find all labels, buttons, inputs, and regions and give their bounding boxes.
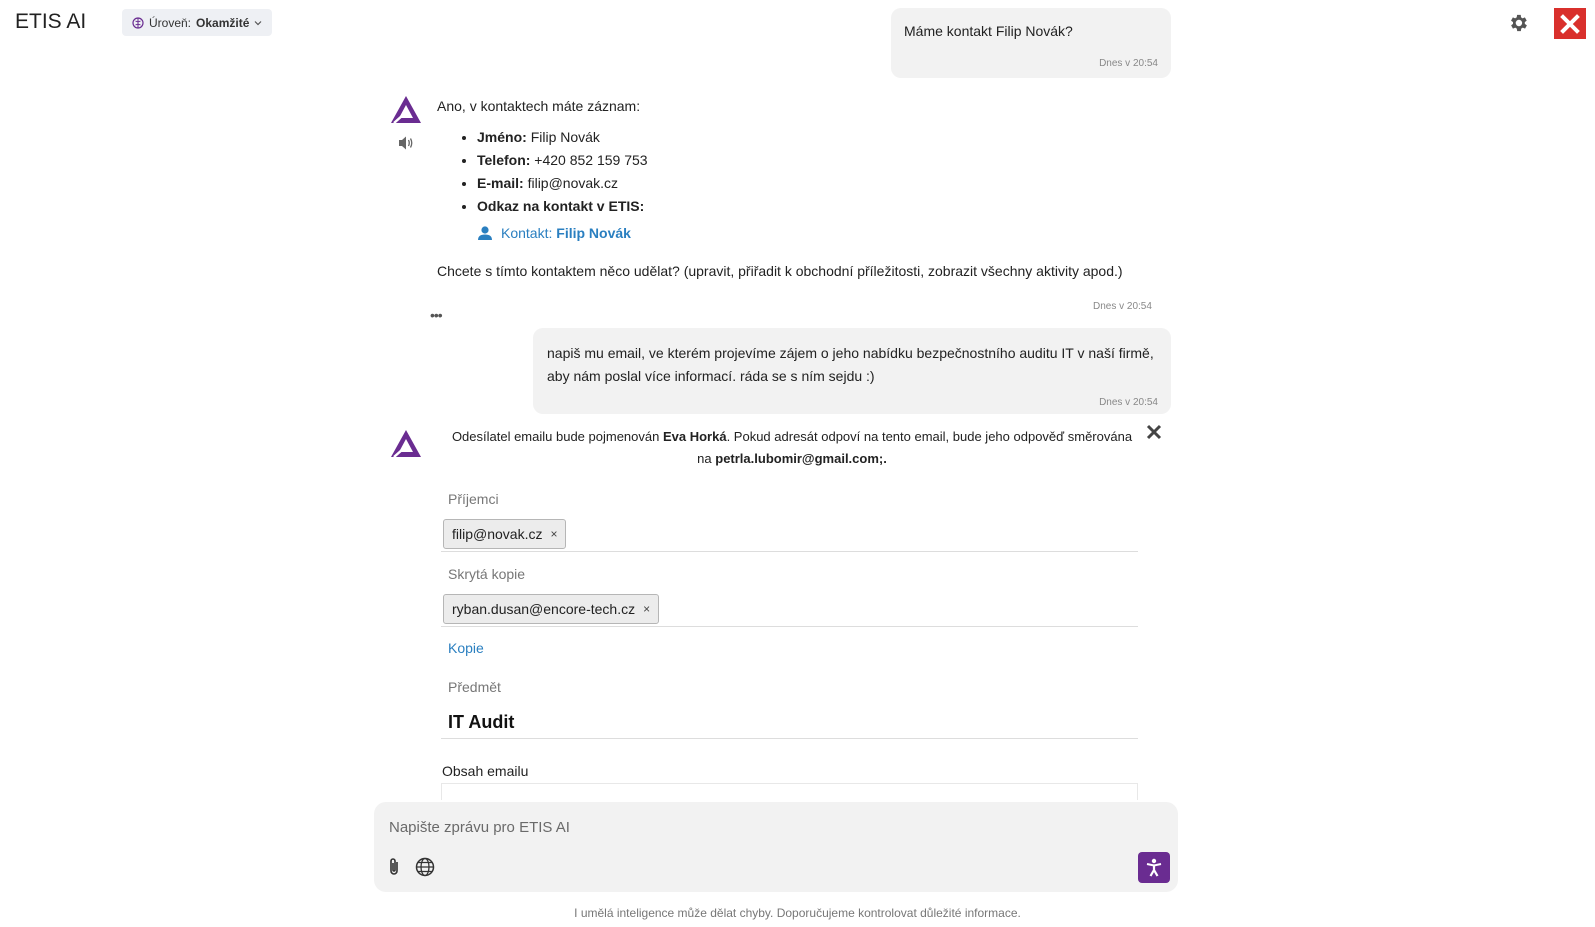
ai-question: Chcete s tímto kontaktem něco udělat? (upravit, přiřadit k obchodní příležitosti, zobrazit všechny aktivity apod.) [437, 263, 1123, 279]
email-body-label: Obsah emailu [442, 763, 529, 779]
app-title: ETIS AI [15, 10, 87, 33]
remove-chip-button[interactable]: × [643, 602, 651, 616]
message-text: Máme kontakt Filip Novák? [904, 23, 1073, 39]
note-text: Odesílatel emailu bude pojmenován [451, 429, 660, 444]
close-icon [1560, 14, 1580, 34]
chip-text: ryban.dusan@encore-tech.cz [452, 601, 636, 617]
list-item [477, 172, 1177, 195]
note-text: . Pokud adresát odpoví na tento email, bude jeho odpověď směrována na [697, 429, 1133, 466]
divider [441, 738, 1138, 739]
chevron-down-icon [254, 19, 262, 27]
level-label: Úroveň: [149, 15, 192, 30]
contact-link[interactable] [477, 222, 1177, 244]
message-text: napiš mu email, ve kterém projevíme zájem o jeho nabídku bezpečnostního auditu IT v naší firmě, aby nám poslal více informací. ráda se s ním sejdu :) [547, 345, 1154, 384]
list-item [477, 195, 1177, 218]
ai-message [437, 95, 1177, 244]
level-value: Okamžité [196, 15, 250, 30]
divider [441, 551, 1138, 552]
recipients-label: Příjemci [448, 491, 499, 507]
globe-icon[interactable] [415, 857, 435, 877]
subject-field[interactable]: IT Audit [448, 712, 515, 732]
field-value: +420 852 159 753 [534, 152, 648, 168]
add-cc-link[interactable]: Kopie [448, 640, 484, 656]
level-selector[interactable] [122, 9, 272, 36]
close-icon[interactable] [1146, 424, 1162, 440]
paperclip-icon[interactable] [385, 856, 403, 878]
etis-logo-icon [389, 427, 423, 461]
list-item [477, 126, 1177, 149]
message-timestamp: Dnes v 20:54 [1093, 301, 1152, 312]
contact-details-list [437, 126, 1177, 218]
bcc-label: Skrytá kopie [448, 566, 526, 582]
user-message [891, 8, 1171, 78]
email-body-editor[interactable] [441, 783, 1138, 800]
message-composer [374, 802, 1178, 892]
email-sender-note [449, 426, 1135, 470]
reply-to-address: petrla.lubomir@gmail.com;. [715, 451, 887, 466]
speaker-icon[interactable] [397, 135, 415, 151]
accessibility-icon [1145, 858, 1163, 878]
subject-label: Předmět [448, 679, 501, 695]
remove-chip-button[interactable]: × [550, 527, 558, 541]
more-options-button[interactable]: ••• [430, 307, 442, 323]
field-label: Jméno: [477, 129, 527, 145]
field-label: Odkaz na kontakt v ETIS: [477, 198, 645, 214]
recipient-chip [443, 519, 566, 549]
list-item [477, 149, 1177, 172]
bcc-chip [443, 594, 659, 624]
etis-logo-icon [389, 93, 423, 127]
field-value: filip@novak.cz [527, 175, 619, 191]
person-icon [477, 225, 493, 241]
ai-intro: Ano, v kontaktech máte záznam: [437, 98, 641, 114]
message-input[interactable] [387, 818, 1087, 837]
gear-icon[interactable] [1507, 12, 1529, 34]
contact-link-name: Filip Novák [556, 225, 631, 241]
brain-icon [132, 17, 144, 29]
divider [441, 626, 1138, 627]
field-label: E-mail: [477, 175, 524, 191]
accessibility-button[interactable] [1138, 852, 1170, 883]
contact-link-prefix: Kontakt: [501, 225, 553, 241]
disclaimer: I umělá inteligence může dělat chyby. Doporučujeme kontrolovat důležité informace. [574, 906, 1021, 920]
message-timestamp: Dnes v 20:54 [1099, 58, 1158, 69]
field-value: Filip Novák [530, 129, 600, 145]
sender-name: Eva Horká [662, 429, 727, 444]
chip-text: filip@novak.cz [452, 526, 543, 542]
user-message [533, 328, 1171, 414]
field-label: Telefon: [477, 152, 531, 168]
message-timestamp: Dnes v 20:54 [1099, 397, 1158, 408]
close-window-button[interactable] [1554, 8, 1586, 39]
